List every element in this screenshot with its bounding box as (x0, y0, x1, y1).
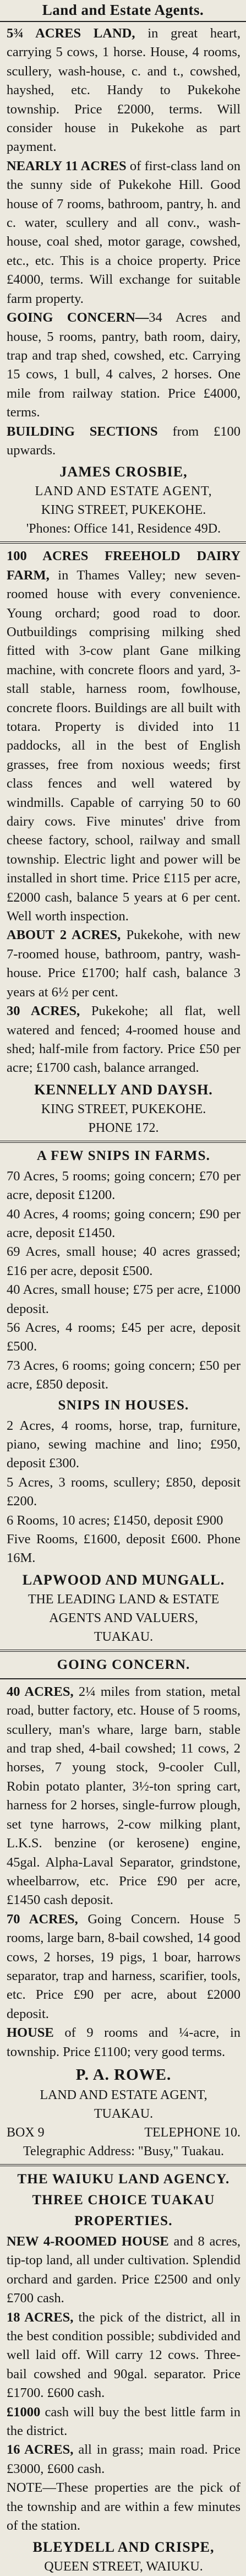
contact-line (7, 2123, 240, 2142)
listing-text: Going Concern. House 5 rooms, large barn, 8-bail cowshed, 14 good cows, 2 horses, 19 pigs, 1 boar, harrows separator, trap and harness, scarifier, tools, etc. Price £90 per acre, about £2000 deposit. (7, 1911, 241, 2021)
telephone-number: TELEPHONE 10. (144, 2125, 240, 2140)
listing-paragraph (7, 422, 240, 460)
listing-lead: NEARLY 11 ACRES (7, 158, 127, 173)
listing-paragraph (7, 1002, 240, 1078)
listing-text: 34 Acres and house, 5 rooms, pantry, bath room, dairy, trap and trap shed, cowshed, etc. Carrying 15 cows, 1 bull, 4 calves, 2 horses. One mile from railway station. Price £4000, terms. (7, 310, 240, 420)
agent-name: KENNELLY AND DAYSH. (34, 1081, 213, 1098)
telegraphic-address: Telegraphic Address: "Busy," Tuakau. (23, 2144, 224, 2159)
listing-paragraph (7, 24, 240, 157)
listing-paragraph (7, 2403, 240, 2441)
listing-paragraph (7, 547, 240, 926)
listing-text: Pukekohe, with new 7-roomed house, bathroom, pantry, wash-house. Price £1700; half cash, balance 3 years at 6½ per cent. (7, 928, 241, 1000)
listing-lead: 5¾ ACRES LAND, (7, 26, 135, 41)
listing-text: and 8 acres, tip-top land, all under cultivation. Splendid orchard and garden. Price £2500 and only £700 cash. (7, 2233, 240, 2306)
listing-text: the pick of the district, all in the best condition possible; subdivided and well laid off. Will carry 12 cows. Three-bail cowshed and 90gal. separator. Price £1700. £600 cash. (7, 2309, 240, 2401)
divider (0, 1650, 246, 1652)
listing-lead: 70 ACRES, (7, 1911, 78, 1927)
listing-lead: 18 ACRES, (7, 2309, 74, 2325)
farm-listing: 40 Acres, small house; £75 per acre, £1000 deposit. (7, 1282, 240, 1316)
listing-text: of 9 rooms and ¼-acre, in township. Price £1100; very good terms. (7, 2025, 241, 2059)
ad-james-crosbie (7, 24, 240, 538)
listing-text: of first-class land on the sunny side of Pukekohe Hill. Good house of 7 rooms, bathroom, pantry, h. and c. water, scullery and all conv., wash-house, coal shed, motor garage, cowshed, etc., etc. This is a choice property. Price £4000, terms. Will exchange for suitable farm property. (7, 158, 241, 306)
farm-listing: 73 Acres, 6 rooms; going concern; £50 per acre, £850 deposit. (7, 1358, 240, 1392)
listing-paragraph (7, 2441, 240, 2479)
farm-listing: 70 Acres, 5 rooms; going concern; £70 per acre, deposit £1200. (7, 1168, 240, 1203)
agent-signature (7, 1570, 240, 1646)
section-heading: GOING CONCERN. (57, 1657, 190, 1672)
farm-listing: 56 Acres, 4 rooms; £45 per acre, deposit £500. (7, 1320, 240, 1354)
farm-listing: 40 Acres, 4 rooms; going concern; £90 per acre, deposit £1450. (7, 1206, 240, 1240)
agent-signature (7, 1080, 240, 1137)
agency-subtitle: THREE CHOICE TUAKAU (32, 2192, 215, 2208)
listing-text: in Thames Valley; new seven-roomed house with every convenience. Young orchard; good road to door. Outbuildings comprising milking shed fitted with 3-cow plant Gane milking machine, with concrete floors and yard, 3-stall stable, harness room, fowlhouse, concrete floors. Buildings are all built with totara. Property is divided into 11 paddocks, all in the best of English grasses, free from noxious weeds; first class fences and well watered by windmills. Capable of carrying 50 to 60 dairy cows. Five minutes' drive from cheese factory, school, railway and small township. Electric light and power will be installed in short time. Price £115 per acre, £2000 cash, balance 5 years at 6 per cent. Well worth inspection. (7, 567, 240, 924)
listing-paragraph (7, 157, 240, 308)
divider-thin (0, 1678, 246, 1679)
agent-name: P. A. ROWE. (75, 2065, 172, 2084)
agency-title: THE WAIUKU LAND AGENCY. (17, 2171, 230, 2187)
note-lead: NOTE— (7, 2480, 56, 2496)
section-heading-houses: SNIPS IN HOUSES. (58, 1397, 189, 1413)
agent-signature (7, 2064, 240, 2161)
listing-paragraph (7, 2024, 240, 2062)
agent-address: KING STREET, PUKEKOHE. (41, 503, 206, 518)
listing-lead: ABOUT 2 ACRES, (7, 928, 121, 943)
house-listing: Five Rooms, £1600, deposit £600. Phone 16M. (7, 1532, 240, 1566)
agent-title: LAND AND ESTATE AGENT, (40, 2087, 207, 2102)
listing-text: Pukekohe; all flat, well watered and fenced; 4-roomed house and shed; half-mile from factory. Price £50 per acre; £1700 cash, balance arranged. (7, 1004, 241, 1076)
agent-phone: PHONE 172. (88, 1120, 159, 1135)
agent-tagline: THE LEADING LAND & ESTATE (28, 1592, 220, 1607)
listing-lead: 40 ACRES, (7, 1684, 74, 1699)
agent-address: KING STREET, PUKEKOHE. (41, 1102, 206, 1116)
divider (0, 1141, 246, 1143)
box-number: BOX 9 (7, 2125, 45, 2140)
house-listing: 2 Acres, 4 rooms, horse, trap, furniture, piano, sewing machine and lino; £950, deposit £300. (7, 1418, 240, 1471)
listing-text: cash will buy the best little farm in the district. (7, 2404, 240, 2439)
house-listing: 5 Acres, 3 rooms, scullery; £850, deposit £200. (7, 1474, 240, 1509)
listing-text: in great heart, carrying 5 cows, 1 horse. House, 4 rooms, scullery, wash-house, c. and t., cowshed, hayshed, etc. Handy to Pukekohe township. Price £2000, terms. Will consider house in Pukekohe as part payment. (7, 26, 240, 155)
ad-kennelly-daysh (7, 547, 240, 1137)
listing-paragraph (7, 308, 240, 422)
listing-lead: GOING CONCERN— (7, 310, 149, 326)
agent-name: BLEYDELL AND CRISPE, (32, 2539, 215, 2556)
listing-text: from £100 upwards. (7, 424, 240, 458)
agent-address: QUEEN STREET, WAIUKU. (44, 2559, 203, 2574)
section-heading-farms: A FEW SNIPS IN FARMS. (36, 1148, 211, 1163)
divider (0, 2164, 246, 2166)
listing-paragraph (7, 2308, 240, 2403)
agent-town: TUAKAU. (94, 1629, 154, 1644)
ad-pa-rowe (7, 1655, 240, 2161)
listing-paragraph (7, 926, 240, 1002)
listing-text: all in grass; main road. Price £3000, £600 cash. (7, 2442, 240, 2476)
listing-lead: BUILDING SECTIONS (7, 424, 158, 439)
agent-signature (7, 2537, 240, 2576)
farm-listing: 69 Acres, small house; 40 acres grassed; £16 per acre, deposit £500. (7, 1244, 240, 1278)
agent-signature (7, 462, 240, 538)
agent-town: TUAKAU. (94, 2106, 154, 2121)
agent-name: JAMES CROSBIE, (59, 464, 188, 480)
column-heading: Land and Estate Agents. (0, 0, 246, 22)
ad-lapwood-mungall (7, 1146, 240, 1646)
listing-paragraph (7, 1683, 240, 1910)
agent-phones: 'Phones: Office 141, Residence 49D. (26, 522, 221, 536)
divider (0, 541, 246, 544)
listing-lead: 16 ACRES, (7, 2442, 74, 2458)
agency-subtitle-2: PROPERTIES. (74, 2213, 173, 2228)
agent-title: LAND AND ESTATE AGENT, (35, 484, 212, 499)
listing-lead: 30 ACRES, (7, 1004, 80, 1019)
listing-text: 2¼ miles from station, metal road, butter factory, etc. House of 5 rooms, scullery, man's whare, large barn, stable and trap shed, 4-bail cowshed; 11 cows, 2 horses, 7 young stock, 9-cooler Cull, Robin potato planter, 3½-ton spring cart, harness for 2 horses, single-furrow plough, set tyne harrows, 2-cow milking plant, L.K.S. benzine (or kerosene) engine, 45gal. Alpha-Laval Separator, grindstone, wheelbarrow, etc. Price £90 per acre, £1450 cash deposit. (7, 1684, 241, 1908)
house-listing: 6 Rooms, 10 acres; £1450, deposit £900 (7, 1512, 223, 1528)
note-text: These properties are the pick of the township and are within a few minutes of the station. (7, 2480, 240, 2534)
listing-paragraph (7, 1910, 240, 2024)
listing-lead: £1000 (7, 2404, 41, 2420)
listing-paragraph (7, 2232, 240, 2308)
agent-name: LAPWOOD AND MUNGALL. (22, 1571, 225, 1588)
listing-lead: HOUSE (7, 2025, 54, 2041)
listing-lead: NEW 4-ROOMED HOUSE (7, 2233, 169, 2249)
listing-note (7, 2479, 240, 2535)
agent-tagline-2: AGENTS AND VALUERS, (49, 1610, 198, 1625)
ad-waiuku-land-agency (7, 2170, 240, 2576)
listing-lead: 100 ACRES FREEHOLD DAIRY FARM, (7, 549, 240, 583)
